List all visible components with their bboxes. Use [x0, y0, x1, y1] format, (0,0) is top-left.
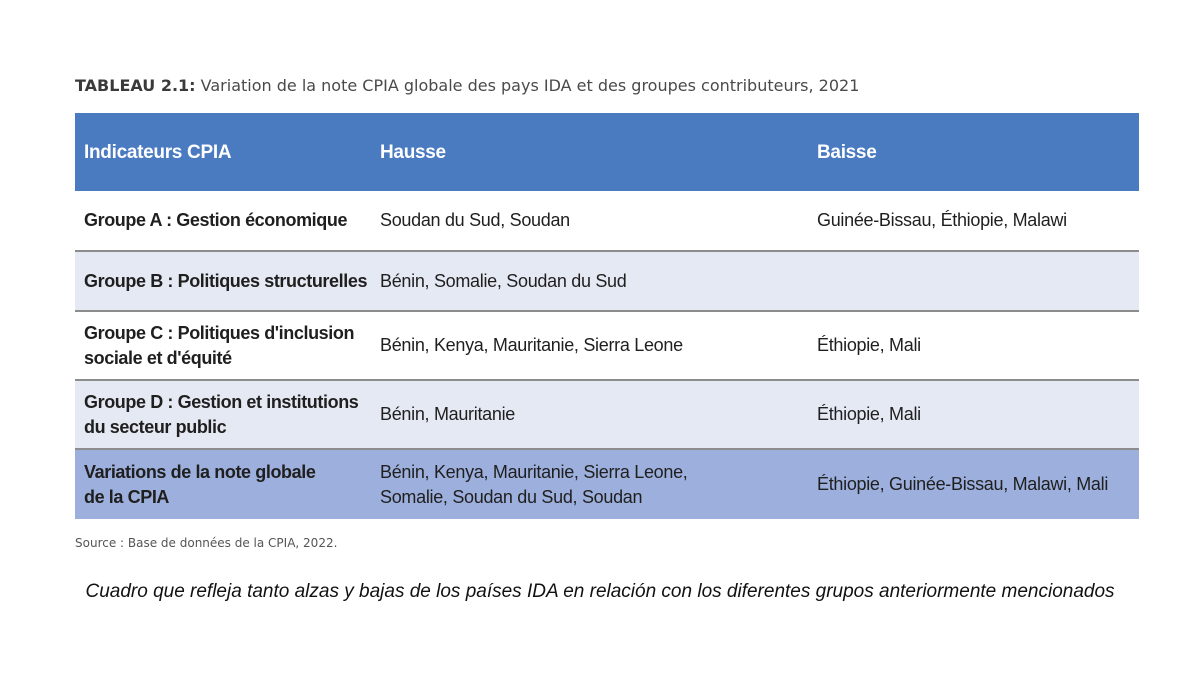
row-increase [371, 191, 808, 251]
table-source-note: Source : Base de données de la CPIA, 2022. [75, 536, 338, 550]
table-row-group-b [75, 251, 1139, 311]
indicator-line: du secteur public [84, 416, 227, 437]
decrease-line: Guinée-Bissau, Éthiopie, Malawi [817, 210, 1067, 230]
increase-line: Bénin, Mauritanie [380, 404, 515, 424]
row-decrease [808, 191, 1139, 251]
table-row-group-c [75, 311, 1139, 380]
row-indicator [75, 191, 371, 251]
row-increase [371, 449, 808, 519]
table-title [75, 76, 859, 95]
row-increase [371, 311, 808, 380]
header-decrease: Baisse [817, 141, 877, 163]
increase-line: Soudan du Sud, Soudan [380, 210, 570, 230]
table-title-prefix: TABLEAU 2.1: [75, 76, 196, 95]
indicator-line: de la CPIA [84, 486, 170, 507]
row-decrease [808, 311, 1139, 380]
increase-line: Bénin, Kenya, Mauritanie, Sierra Leone, [380, 461, 688, 482]
table-row-group-d [75, 380, 1139, 449]
indicator-line: Groupe D : Gestion et institutions [84, 391, 359, 412]
table-row-group-a [75, 191, 1139, 251]
row-increase [371, 251, 808, 311]
row-increase [371, 380, 808, 449]
indicator-line: Groupe B : Politiques structurelles [84, 270, 368, 291]
indicator-line: Groupe C : Politiques d'inclusion [84, 322, 355, 343]
table-row-global-variation [75, 449, 1139, 519]
row-indicator [75, 251, 371, 311]
decrease-line: Éthiopie, Mali [817, 404, 921, 424]
row-decrease [808, 380, 1139, 449]
header-increase: Hausse [380, 141, 446, 163]
indicator-line: sociale et d'équité [84, 347, 232, 368]
indicator-line: Variations de la note globale [84, 461, 316, 482]
increase-line: Bénin, Somalie, Soudan du Sud [380, 270, 627, 291]
row-indicator [75, 380, 371, 449]
increase-line: Somalie, Soudan du Sud, Soudan [380, 486, 643, 507]
table-title-text: Variation de la note CPIA globale des pays IDA et des groupes contributeurs, 2021 [200, 76, 860, 95]
decrease-line: Éthiopie, Mali [817, 335, 921, 355]
row-indicator [75, 449, 371, 519]
header-indicators: Indicateurs CPIA [84, 141, 232, 163]
row-decrease [808, 251, 1139, 311]
increase-line: Bénin, Kenya, Mauritanie, Sierra Leone [380, 335, 683, 355]
decrease-line: Éthiopie, Guinée-Bissau, Malawi, Mali [817, 474, 1109, 494]
row-decrease [808, 449, 1139, 519]
table-header-row [75, 113, 1139, 191]
indicator-line: Groupe A : Gestion économique [84, 210, 348, 230]
cpia-table [75, 113, 1139, 519]
row-indicator [75, 311, 371, 380]
figure-caption: Cuadro que refleja tanto alzas y bajas de los países IDA en relación con los diferentes grupos anteriormente mencionados [85, 581, 1115, 602]
